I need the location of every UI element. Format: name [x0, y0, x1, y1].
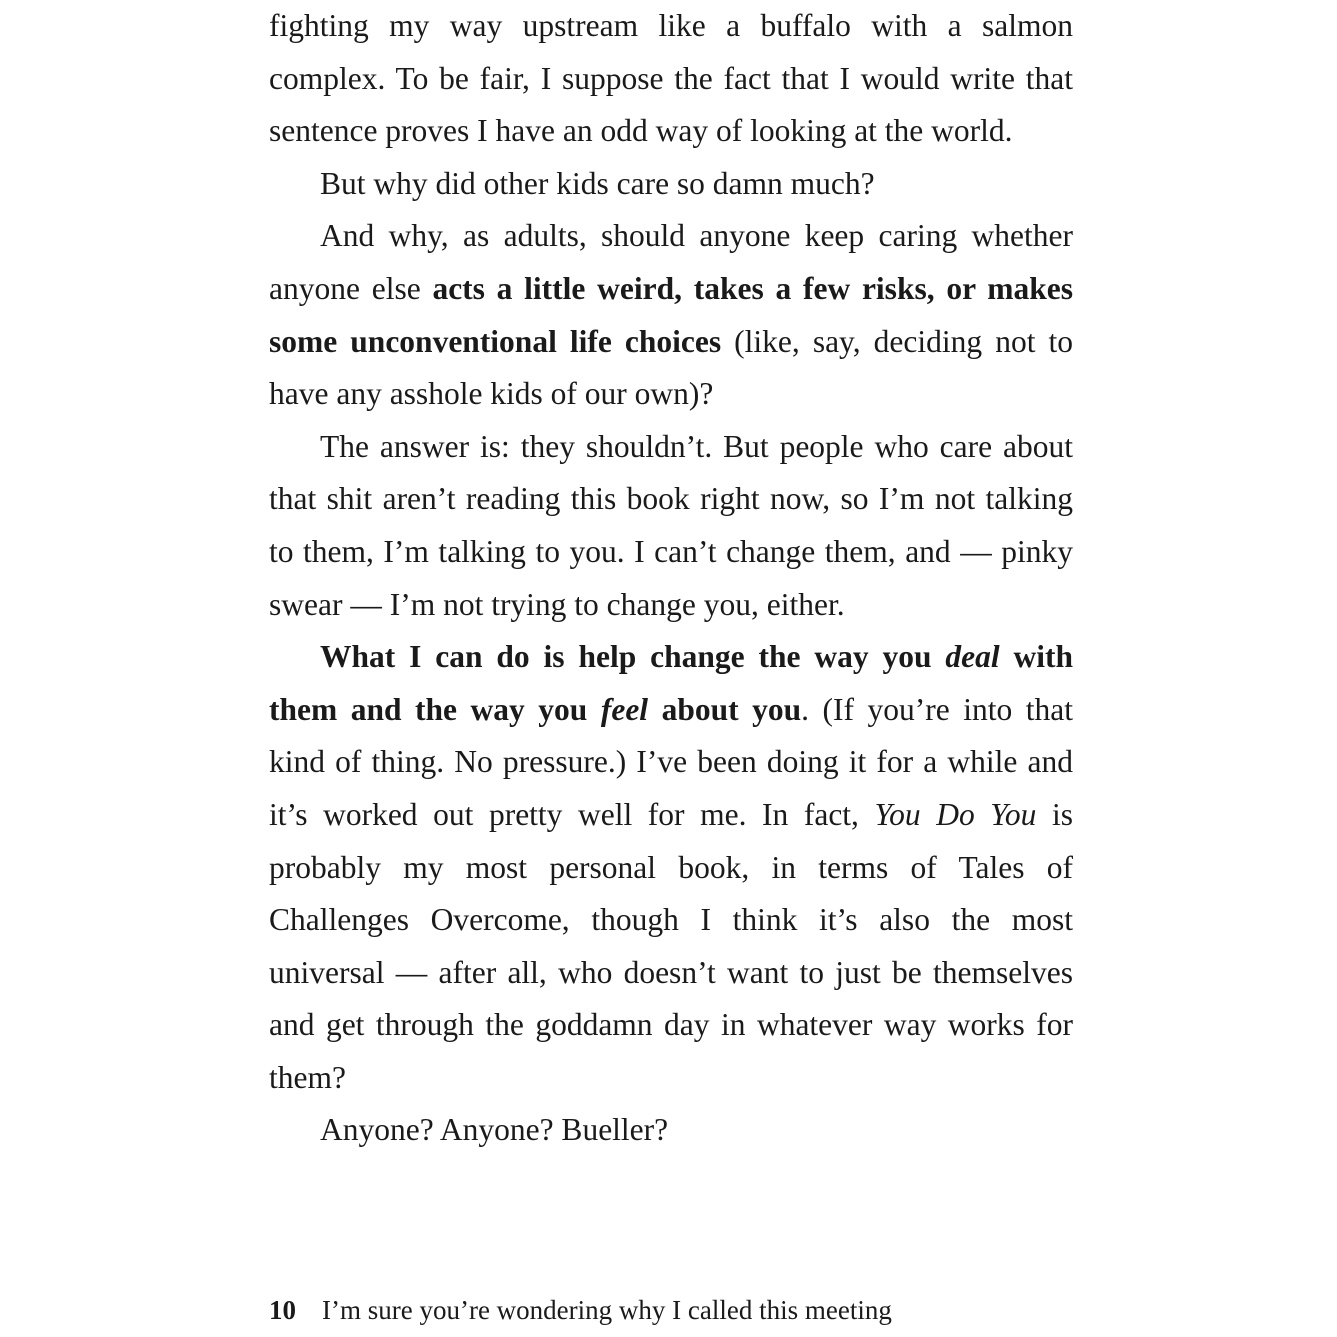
paragraph-6-text: Anyone? Anyone? Bueller? — [320, 1112, 669, 1148]
paragraph-1-text: fighting my way upstream like a buffalo with a salmon complex. To be fair, I suppose the fact that I would write that sentence proves I have an odd way of looking at the world. — [269, 8, 1073, 149]
paragraph-5-text-2: is probably my most personal book, in terms of Tales of Challenges Overcome, though I think it’s also the most universal — after all, who doesn’t want to just be themselves and get through the goddamn day in whatever way works for them? — [269, 796, 1073, 1095]
paragraph-5-bold-2: with them and the way you — [269, 639, 1073, 727]
page-footer — [269, 1290, 1073, 1330]
paragraph-3-text-a: And why, as adults, should anyone keep caring whether anyone else — [269, 218, 1073, 306]
page-number: 10 — [269, 1295, 296, 1325]
paragraph-2-text: But why did other kids care so damn much? — [320, 165, 875, 201]
paragraph-5-text-1: . (If you’re into that kind of thing. No pressure.) I’ve been doing it for a while and it’s worked out pretty well for me. In fact, — [269, 691, 1074, 832]
paragraph-5-bold-1: What I can do is help change the way you — [320, 639, 946, 675]
paragraph-5-bolditalic-1: deal — [945, 639, 1000, 675]
paragraph-3-bold: acts a little weird, takes a few risks, or makes some unconventional life choices — [269, 270, 1073, 359]
paragraph-4 — [269, 421, 1073, 631]
running-head: I’m sure you’re wondering why I called this meeting — [322, 1295, 892, 1325]
paragraph-2 — [269, 158, 1073, 211]
paragraph-4-text: The answer is: they shouldn’t. But people who care about that shit aren’t reading this book right now, so I’m not talking to them, I’m talking to you. I can’t change them, and — pinky swear — I’m not trying to change you, either. — [269, 428, 1073, 622]
paragraph-5-bold-3: about you — [648, 691, 802, 727]
body-text — [269, 0, 1073, 1157]
paragraph-5-bolditalic-2: feel — [600, 691, 649, 727]
paragraph-6 — [269, 1104, 1073, 1157]
paragraph-3 — [269, 210, 1073, 420]
paragraph-1 — [269, 0, 1073, 158]
paragraph-5 — [269, 631, 1073, 1104]
paragraph-3-text-c: (like, say, deciding not to have any asshole kids of our own)? — [269, 323, 1073, 412]
paragraph-5-book-title: You Do You — [874, 796, 1037, 832]
